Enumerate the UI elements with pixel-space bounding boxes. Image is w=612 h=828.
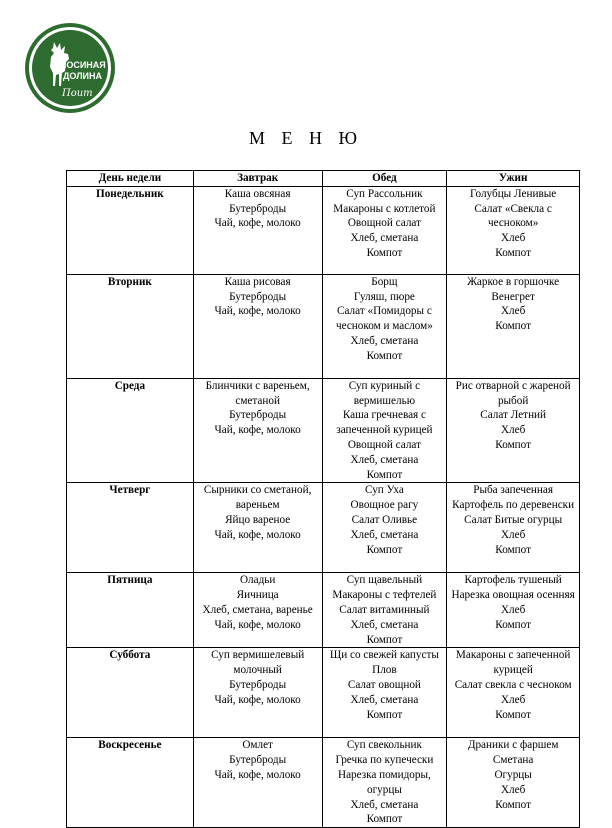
- dish-item: Компот: [495, 246, 531, 259]
- lunch-cell: [322, 573, 447, 648]
- dish-item: Чай, кофе, молоко: [214, 424, 301, 437]
- dish-item: Гуляш, пюре: [353, 290, 415, 303]
- dish-item: Компот: [366, 543, 403, 556]
- dish-item: Яичница: [236, 589, 279, 602]
- dish-item: Рыба запеченная: [473, 484, 554, 497]
- breakfast-cell: [193, 648, 322, 738]
- dish-item: Суп вермишелевый молочный: [211, 649, 305, 677]
- dish-item: Картофель по деревенски: [452, 499, 575, 512]
- dish-item: Щи со свежей капусты: [329, 649, 439, 662]
- day-name: Среда: [67, 378, 194, 483]
- dish-item: Бутерброды: [229, 290, 287, 303]
- lunch-cell: [322, 186, 447, 274]
- logo-text-line1: ЛОСИНАЯ: [60, 60, 106, 70]
- dish-item: Оладьи: [239, 574, 276, 587]
- dish-item: Чай, кофе, молоко: [214, 768, 301, 781]
- dish-item: Каша гречневая с запеченной курицей: [336, 409, 433, 437]
- dish-item: Компот: [366, 468, 403, 481]
- dish-item: Бутерброды: [229, 202, 287, 215]
- column-header-dinner: Ужин: [447, 171, 580, 187]
- day-name: Пятница: [67, 573, 194, 648]
- dish-item: Жаркое в горшочке: [467, 275, 560, 288]
- dish-item: Бутерброды: [229, 409, 287, 422]
- day-name: Вторник: [67, 274, 194, 378]
- dish-item: Рис отварной с жареной рыбой: [455, 379, 571, 407]
- dish-item: Блинчики с вареньем, сметаной: [205, 379, 310, 407]
- dish-item: Овощной салат: [347, 438, 421, 451]
- dish-item: Сырники со сметаной, вареньем: [203, 484, 312, 512]
- menu-body: [67, 186, 580, 828]
- dish-item: Компот: [495, 618, 531, 631]
- dish-item: Салат «Свекла с чесноком»: [474, 202, 552, 230]
- dish-item: Хлеб, сметана: [350, 528, 419, 541]
- lunch-cell: [322, 378, 447, 483]
- dish-item: Хлеб: [500, 603, 526, 616]
- dish-item: Сметана: [492, 754, 534, 767]
- lunch-cell: [322, 483, 447, 573]
- breakfast-cell: [193, 378, 322, 483]
- breakfast-cell: [193, 186, 322, 274]
- column-header-breakfast: Завтрак: [193, 171, 322, 187]
- dish-item: Гречка по купечески: [335, 754, 434, 767]
- breakfast-cell: [193, 738, 322, 828]
- dish-item: Компот: [366, 349, 403, 362]
- dish-item: Хлеб: [500, 783, 526, 796]
- dinner-cell: [447, 483, 580, 573]
- dish-item: Компот: [495, 543, 531, 556]
- dinner-cell: [447, 738, 580, 828]
- dish-item: Борщ: [371, 275, 398, 288]
- dish-item: Макароны с котлетой: [333, 202, 436, 215]
- dish-item: Голубцы Ленивые: [470, 187, 557, 200]
- table-row: [67, 738, 580, 828]
- dinner-cell: [447, 274, 580, 378]
- dish-item: Драники с фаршем: [467, 739, 559, 752]
- day-name: Воскресенье: [67, 738, 194, 828]
- dish-item: Чай, кофе, молоко: [214, 217, 301, 230]
- dish-item: Яйцо вареное: [225, 513, 291, 526]
- lunch-cell: [322, 738, 447, 828]
- table-row: [67, 378, 580, 483]
- dinner-cell: [447, 648, 580, 738]
- day-name: Понедельник: [67, 186, 194, 274]
- dish-item: Салат свекла с чесноком: [454, 678, 572, 691]
- table-header-row: [67, 171, 580, 187]
- dish-item: Компот: [366, 813, 403, 826]
- breakfast-cell: [193, 274, 322, 378]
- dish-item: Бутерброды: [229, 754, 287, 767]
- dish-item: Макароны с тефтелей: [332, 589, 437, 602]
- dish-item: Каша рисовая: [224, 275, 291, 288]
- dish-item: Салат «Помидоры с чесноком и маслом»: [335, 305, 433, 333]
- dish-item: Овощное рагу: [350, 499, 419, 512]
- lunch-cell: [322, 274, 447, 378]
- dish-item: Суп свекольник: [346, 739, 422, 752]
- dish-item: Нарезка овощная осенняя: [451, 589, 575, 602]
- dish-item: Суп Уха: [365, 484, 404, 497]
- dish-item: Каша овсяная: [224, 187, 291, 200]
- column-header-day: День недели: [67, 171, 194, 187]
- column-header-lunch: Обед: [322, 171, 447, 187]
- dish-item: Компот: [366, 246, 403, 259]
- dish-item: Хлеб, сметана: [350, 453, 419, 466]
- table-row: [67, 186, 580, 274]
- logo-emblem: [24, 22, 116, 114]
- dish-item: Хлеб, сметана: [350, 798, 419, 811]
- dish-item: Венегрет: [491, 290, 535, 303]
- table-row: [67, 274, 580, 378]
- breakfast-cell: [193, 573, 322, 648]
- day-name: Четверг: [67, 483, 194, 573]
- dish-item: Компот: [495, 320, 531, 333]
- dish-item: Бутерброды: [229, 678, 287, 691]
- lunch-cell: [322, 648, 447, 738]
- dinner-cell: [447, 573, 580, 648]
- menu-table: [66, 170, 580, 828]
- dish-item: Чай, кофе, молоко: [214, 693, 301, 706]
- day-name: Суббота: [67, 648, 194, 738]
- breakfast-cell: [193, 483, 322, 573]
- dish-item: Нарезка помидоры, огурцы: [337, 768, 431, 796]
- logo-script: Поит: [62, 88, 93, 99]
- dish-item: Хлеб, сметана: [350, 232, 419, 245]
- dish-item: Салат Битые огурцы: [464, 513, 563, 526]
- dish-item: Хлеб: [500, 528, 526, 541]
- dish-item: Салат овощной: [347, 678, 421, 691]
- dish-item: Макароны с запеченной курицей: [455, 649, 571, 677]
- dish-item: Хлеб: [500, 424, 526, 437]
- dish-item: Компот: [495, 438, 531, 451]
- table-row: [67, 573, 580, 648]
- dish-item: Картофель тушеный: [464, 574, 562, 587]
- dish-item: Чай, кофе, молоко: [214, 528, 301, 541]
- dish-item: Суп куриный с вермишелью: [348, 379, 421, 407]
- dish-item: Суп Рассольник: [346, 187, 423, 200]
- dish-item: Огурцы: [494, 768, 532, 781]
- dish-item: Салат Летний: [480, 409, 547, 422]
- dish-item: Салат Оливье: [351, 513, 418, 526]
- dish-item: Хлеб, сметана: [350, 618, 419, 631]
- dish-item: Хлеб, сметана: [350, 334, 419, 347]
- dish-item: Суп щавельный: [346, 574, 423, 587]
- table-row: [67, 648, 580, 738]
- logo-text-line2: ДОЛИНА: [63, 71, 102, 81]
- dish-item: Плов: [372, 664, 397, 677]
- page-title: М Е Н Ю: [249, 128, 363, 148]
- dish-item: Овощной салат: [347, 217, 421, 230]
- dish-item: Хлеб, сметана: [350, 693, 419, 706]
- dish-item: Компот: [366, 633, 403, 646]
- table-row: [67, 483, 580, 573]
- dish-item: Чай, кофе, молоко: [214, 618, 301, 631]
- dish-item: Салат витаминный: [339, 603, 430, 616]
- dish-item: Хлеб: [500, 693, 526, 706]
- dish-item: Чай, кофе, молоко: [214, 305, 301, 318]
- dish-item: Компот: [495, 798, 531, 811]
- dish-item: Компот: [495, 708, 531, 721]
- dish-item: Компот: [366, 708, 403, 721]
- dinner-cell: [447, 378, 580, 483]
- dish-item: Хлеб: [500, 305, 526, 318]
- dish-item: Хлеб, сметана, варенье: [202, 603, 313, 616]
- dish-item: Омлет: [242, 739, 273, 752]
- dish-item: Хлеб: [500, 232, 526, 245]
- dinner-cell: [447, 186, 580, 274]
